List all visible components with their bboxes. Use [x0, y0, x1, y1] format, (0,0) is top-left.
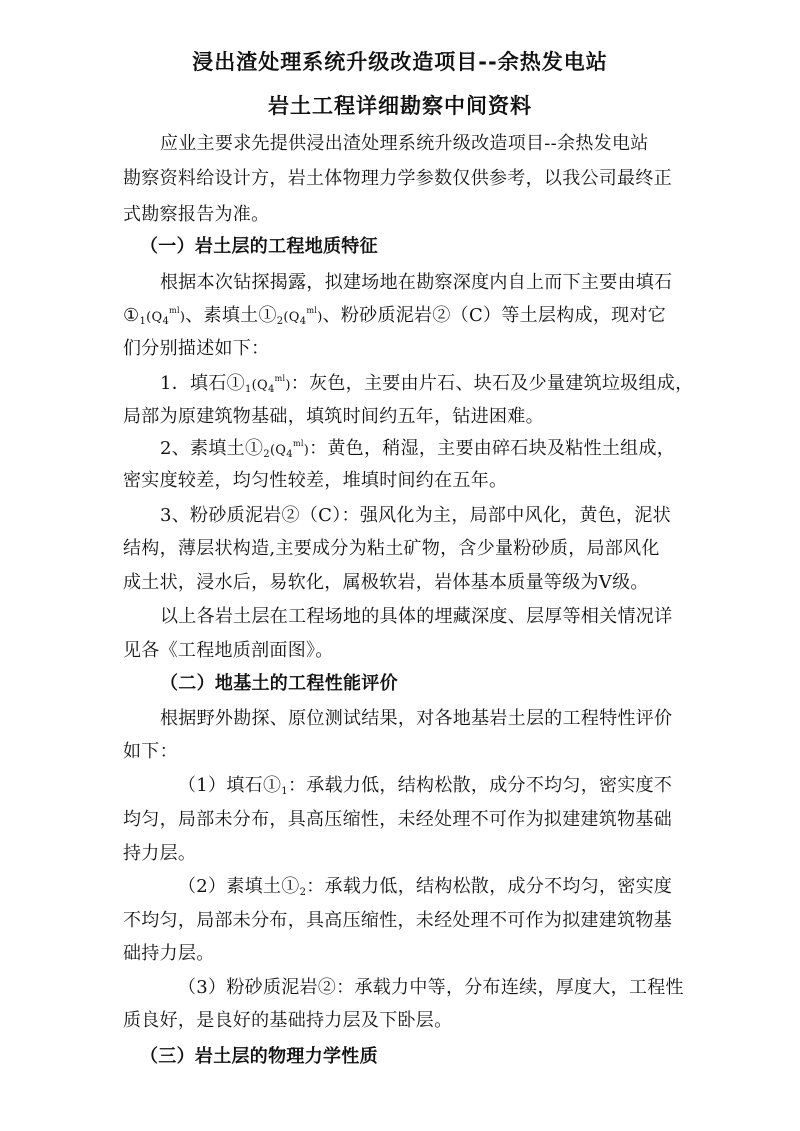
intro-line-3: 式勘察报告为准。: [123, 204, 270, 225]
s2-item3-line-1: （3）粉砂质泥岩②：承载力中等，分布连续，厚度大，工程性: [178, 977, 684, 998]
s1-item1-line-1: 1．填石$①_1(Q_4^{ml})$：灰色，主要由片石、块石及少量建筑垃圾组成，: [160, 373, 694, 395]
s2-item2-line-2: 不均匀，局部未分布，具高压缩性，未经处理不可作为拟建建筑物基: [123, 910, 672, 931]
s1-item3-line-1: 3、粉砂质泥岩②（C）：强风化为主，局部中风化，黄色，泥状: [160, 505, 671, 526]
intro-line-1: 应业主要求先提供浸出渣处理系统升级改造项目--余热发电站: [160, 133, 649, 154]
s1-p1-line-1: 根据本次钻探揭露，拟建场地在勘察深度内自上而下主要由填石: [160, 272, 673, 293]
s1-item3-line-2: 结构，薄层状构造,主要成分为粘土矿物，含少量粉砂质，局部风化: [123, 538, 660, 559]
s1-p2-line-2: 见各《工程地质剖面图》。: [123, 640, 334, 661]
document-title: 浸出渣处理系统升级改造项目--余热发电站: [192, 50, 608, 74]
s1-p1-line-2: $①_1(Q_4^{ml})$、素填土$①_2(Q_4^{ml})$、粉砂质泥岩②（C）等土层构成，现对它: [123, 305, 667, 327]
s2-item3-line-2: 质良好，是良好的基础持力层及下卧层。: [123, 1010, 453, 1031]
s1-item2-line-2: 密实度较差，均匀性较差，堆填时间约在五年。: [123, 470, 508, 491]
s1-item3-line-3: 成土状，浸水后，易软化，属极软岩，岩体基本质量等级为Ⅴ级。: [123, 572, 649, 593]
s1-p1-line-3: 们分别描述如下：: [123, 338, 270, 359]
s2-item1-line-2: 均匀，局部未分布，具高压缩性，未经处理不可作为拟建建筑物基础: [123, 809, 672, 830]
s2-item1-line-1: （1）填石$①_1$：承载力低，结构松散，成分不均匀，密实度不: [178, 775, 673, 797]
s2-p1-line-1: 根据野外勘探、原位测试结果，对各地基岩土层的工程特性评价: [160, 708, 673, 729]
s1-item2-line-1: 2、素填土$①_2(Q_4^{ml})$：黄色，稍湿，主要由碎石块及粘性土组成，: [160, 438, 676, 460]
s2-item2-line-1: （2）素填土$①_2$：承载力低，结构松散，成分不均匀，密实度: [178, 876, 673, 898]
s1-p2-line-1: 以上各岩土层在工程场地的具体的埋藏深度、层厚等相关情况详: [160, 606, 673, 627]
s2-item2-line-3: 础持力层。: [123, 943, 215, 964]
section-heading-1: （一）岩土层的工程地质特征: [140, 236, 378, 257]
section-heading-3: （三）岩土层的物理力学性质: [140, 1046, 378, 1067]
s2-item1-line-3: 持力层。: [123, 843, 197, 864]
document-subtitle: 岩土工程详细勘察中间资料: [268, 94, 532, 118]
s2-p1-line-2: 如下：: [123, 741, 178, 762]
section-heading-2: （二）地基土的工程性能评价: [160, 673, 398, 694]
s1-item1-line-2: 局部为原建筑物基础，填筑时间约五年，钻进困难。: [123, 406, 544, 427]
intro-line-2: 勘察资料给设计方，岩土体物理力学参数仅供参考，以我公司最终正: [123, 168, 672, 189]
